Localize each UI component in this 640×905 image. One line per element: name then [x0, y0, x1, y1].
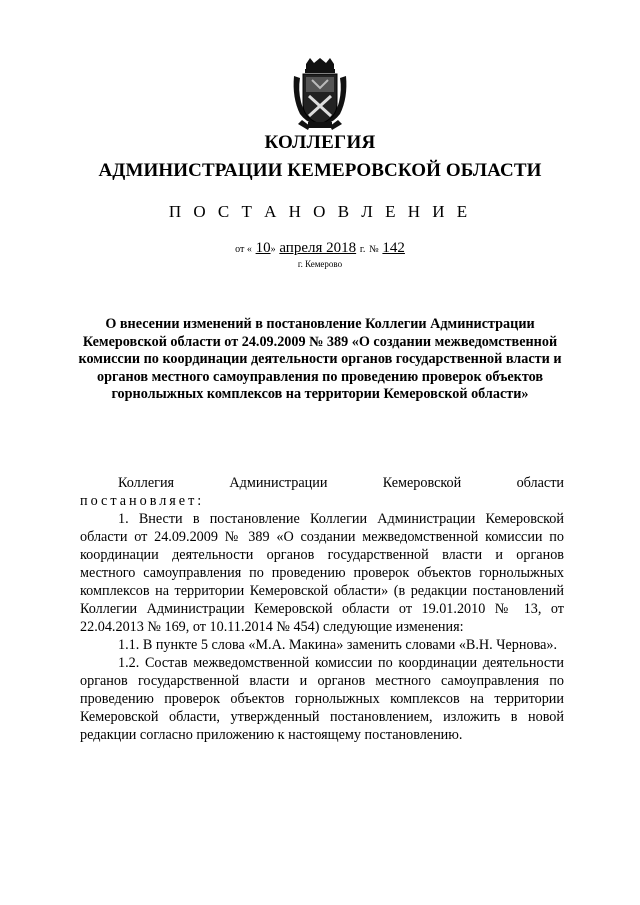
document-type: П О С Т А Н О В Л Е Н И Е	[168, 202, 472, 221]
paragraph-1-1: 1.1. В пункте 5 слова «М.А. Макина» заменить словами «В.Н. Чернова».	[118, 637, 558, 653]
date-sep: »	[270, 244, 276, 255]
intro-line: Коллегия Администрации Кемеровской области	[118, 475, 564, 491]
document-number: 142	[382, 240, 405, 256]
coat-of-arms-icon	[292, 58, 348, 130]
paragraph-1: 1. Внести в постановление Коллегии Администрации Кемеровской области от 24.09.2009 № 389 «О создании межведомственной комиссии по координации деятельности органов государственной власти и органов местного самоуправления по проведению проверок объектов горнолыжных комплексов на территории Кемеровской области» (в редакции постановлений Коллегии Администрации Кемеровской области от 19.01.2010 № 13, от 22.04.2013 № 169, от 10.11.2014 № 454) следующие изменения:	[80, 511, 564, 635]
date-prefix: от «	[235, 244, 252, 255]
date-line	[0, 240, 640, 257]
document-title: О внесении изменений в постановление Коллегии Администрации Кемеровской области от 24.09.2009 № 389 «О создании межведомственной комиссии по координации деятельности органов государственной власти и органов местного самоуправления по проведению проверок объектов горнолыжных комплексов на территории Кемеровской области»	[78, 316, 562, 403]
date-day: 10	[255, 240, 271, 256]
document-body	[80, 474, 564, 744]
paragraph-1-2: 1.2. Состав межведомственной комиссии по координации деятельности органов государственной власти и органов местного самоуправления по проведению проверок объектов горнолыжных комплексов на территории Кемеровской области, утвержденный постановлением, изложить в новой редакции согласно приложению к настоящему постановлению.	[80, 655, 564, 743]
date-year-suffix: г.	[359, 244, 366, 255]
city: г. Кемерово	[297, 259, 343, 269]
header-line-1: КОЛЛЕГИЯ	[264, 132, 376, 153]
date-month-year: апреля 2018	[279, 240, 357, 256]
decree-word: постановляет:	[80, 493, 205, 509]
number-label: №	[369, 244, 379, 255]
header-line-2: АДМИНИСТРАЦИИ КЕМЕРОВСКОЙ ОБЛАСТИ	[98, 160, 542, 181]
